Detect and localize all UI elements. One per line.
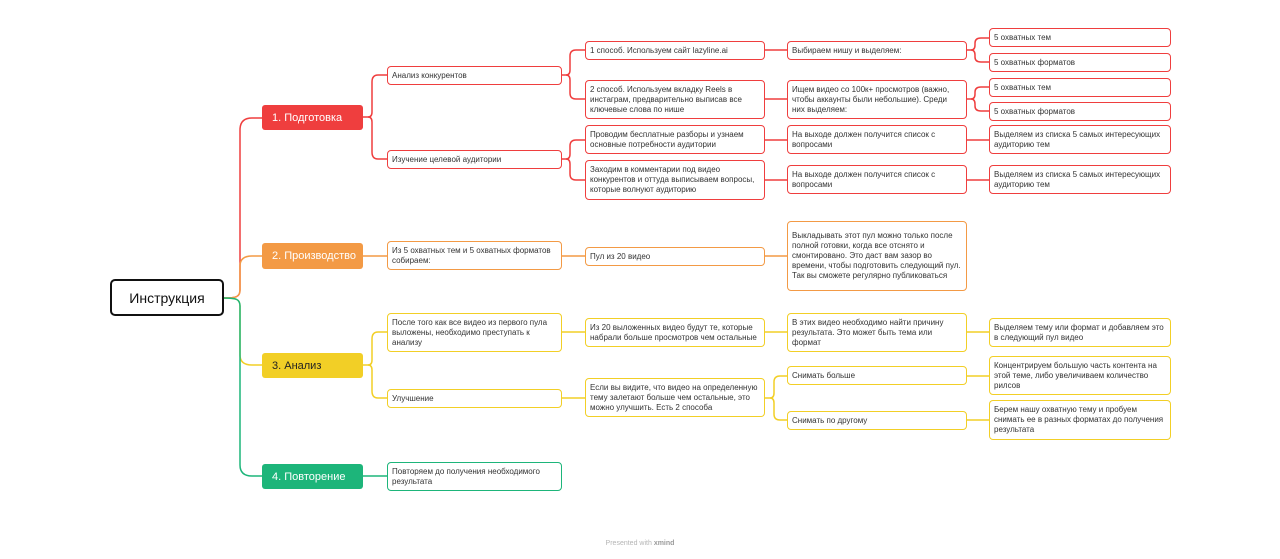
node-way1-next[interactable]: Выбираем нишу и выделяем: <box>787 41 967 60</box>
node-way1-formats[interactable]: 5 охватных форматов <box>989 53 1171 72</box>
node-way2-formats[interactable]: 5 охватных форматов <box>989 102 1171 121</box>
node-audience-2-next[interactable]: На выходе должен получится список с вопросами <box>787 165 967 194</box>
node-audience-2-result[interactable]: Выделяем из списка 5 самых интересующих аудиторию тем <box>989 165 1171 194</box>
node-way2[interactable]: 2 способ. Используем вкладку Reels в инстаграм, предварительно выписав все ключевые слова по нише <box>585 80 765 119</box>
node-shoot-differently[interactable]: Снимать по другому <box>787 411 967 430</box>
node-way1[interactable]: 1 способ. Используем сайт lazyline.ai <box>585 41 765 60</box>
node-twenty-videos[interactable]: Из 20 выложенных видео будут те, которые набрали больше просмотров чем остальные <box>585 318 765 347</box>
node-collect[interactable]: Из 5 охватных тем и 5 охватных форматов собираем: <box>387 241 562 270</box>
node-audience-2[interactable]: Заходим в комментарии под видео конкурентов и оттуда выписываем вопросы, которые волнуют аудиторию <box>585 160 765 200</box>
node-audience-1-result[interactable]: Выделяем из списка 5 самых интересующих аудиторию тем <box>989 125 1171 154</box>
node-find-reason[interactable]: В этих видео необходимо найти причину результата. Это может быть тема или формат <box>787 313 967 352</box>
node-after-pool[interactable]: После того как все видео из первого пула выложены, необходимо преступать к анализу <box>387 313 562 352</box>
footer-credit <box>0 540 1280 547</box>
node-shoot-more[interactable]: Снимать больше <box>787 366 967 385</box>
node-way2-next[interactable]: Ищем видео со 100к+ просмотров (важно, чтобы аккаунты были небольшие). Среди них выделяем: <box>787 80 967 119</box>
branch-preparation[interactable]: 1. Подготовка <box>262 105 363 130</box>
branch-repetition[interactable]: 4. Повторение <box>262 464 363 489</box>
root-node[interactable]: Инструкция <box>110 279 224 316</box>
node-improve[interactable]: Улучшение <box>387 389 562 408</box>
branch-production[interactable]: 2. Производство <box>262 243 363 269</box>
node-if-you-see[interactable]: Если вы видите, что видео на определенную тему залетают больше чем остальные, это можно улучшить. Есть 2 способа <box>585 378 765 417</box>
node-repeat[interactable]: Повторяем до получения необходимого результата <box>387 462 562 491</box>
footer-prefix: Presented with <box>605 540 652 547</box>
node-add-to-pool[interactable]: Выделяем тему или формат и добавляем это в следующий пул видео <box>989 318 1171 347</box>
node-shoot-more-next[interactable]: Концентрируем большую часть контента на этой теме, либо увеличиваем количество рилсов <box>989 356 1171 395</box>
node-shoot-differently-next[interactable]: Берем нашу охватную тему и пробуем снимать ее в разных форматах до получения результата <box>989 400 1171 440</box>
node-way2-topics[interactable]: 5 охватных тем <box>989 78 1171 97</box>
node-pool-note[interactable]: Выкладывать этот пул можно только после полной готовки, когда все отснято и смонтировано. Это даст вам зазор во времени, чтобы подготовить следующий пул. Так вы сможете регулярно публиковаться <box>787 221 967 291</box>
branch-analysis[interactable]: 3. Анализ <box>262 353 363 378</box>
node-audience-study[interactable]: Изучение целевой аудитории <box>387 150 562 169</box>
node-way1-topics[interactable]: 5 охватных тем <box>989 28 1171 47</box>
node-audience-1[interactable]: Проводим бесплатные разборы и узнаем основные потребности аудитории <box>585 125 765 154</box>
node-pool[interactable]: Пул из 20 видео <box>585 247 765 266</box>
node-competitor-analysis[interactable]: Анализ конкурентов <box>387 66 562 85</box>
node-audience-1-next[interactable]: На выходе должен получится список с вопросами <box>787 125 967 154</box>
xmind-logo[interactable]: xmind <box>653 540 675 547</box>
